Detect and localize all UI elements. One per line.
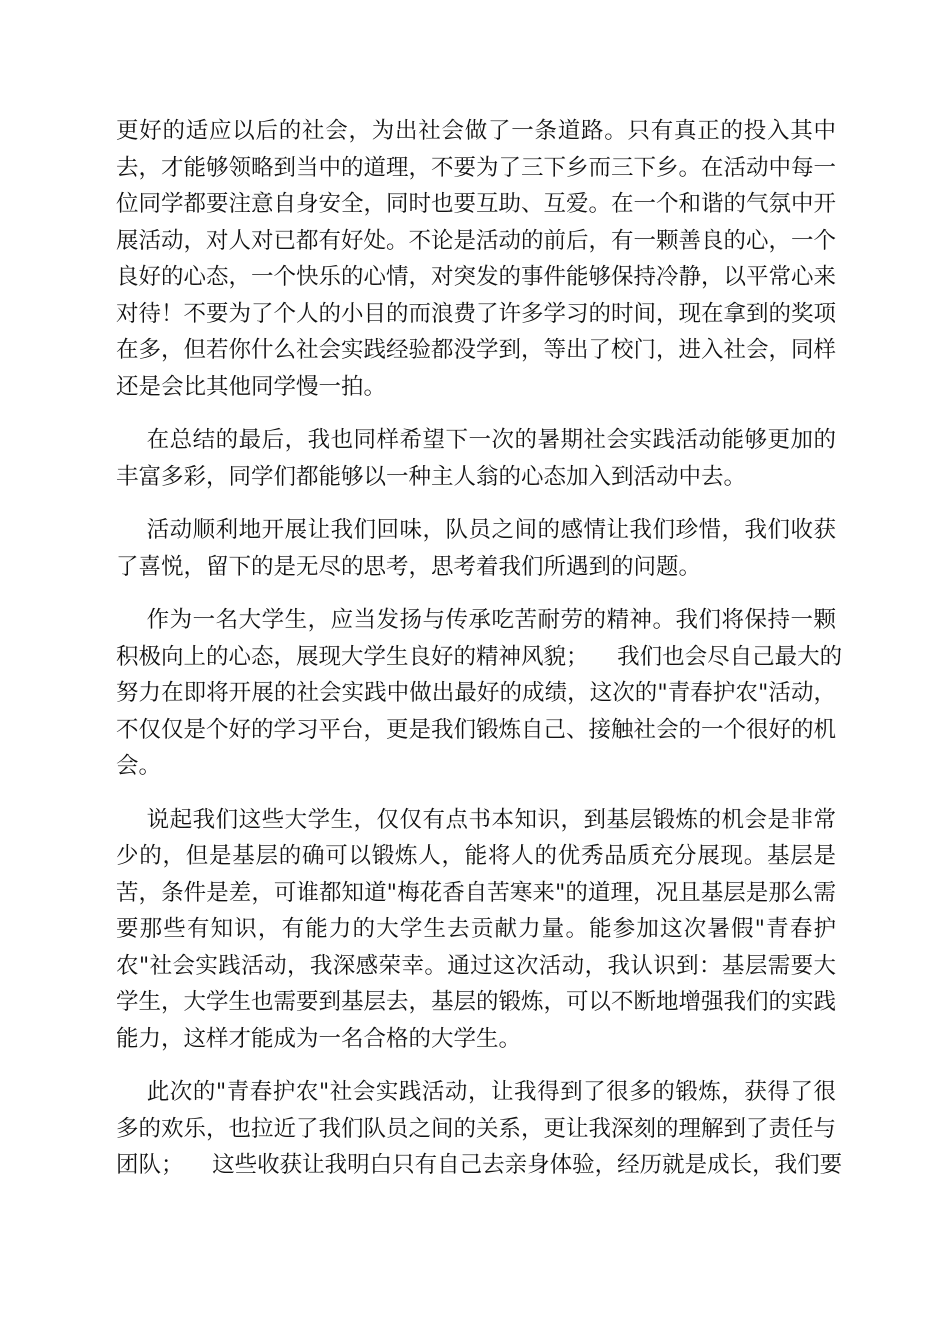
text-line: 不仅仅是个好的学习平台，更是我们锻炼自己、接触社会的一个很好的机	[116, 716, 837, 743]
text-line: 多的欢乐，也拉近了我们队员之间的关系，更让我深刻的理解到了责任与	[116, 1115, 837, 1142]
paragraph-6	[116, 1074, 843, 1184]
text-line: 还是会比其他同学慢一拍。	[116, 373, 387, 400]
text-line: 良好的心态，一个快乐的心情，对突发的事件能够保持冷静，以平常心来	[116, 264, 837, 290]
text-line: 对待！不要为了个人的小目的而浪费了许多学习的时间，现在拿到的奖项	[116, 300, 837, 327]
text-line: 要那些有知识，有能力的大学生去贡献力量。能参加这次暑假"青春护	[116, 916, 836, 942]
text-line: 丰富多彩，同学们都能够以一种主人翁的心态加入到活动中去。	[116, 463, 747, 490]
text-line: 位同学都要注意自身安全，同时也要互助、互爱。在一个和谐的气氛中开	[116, 191, 837, 217]
paragraph-5	[116, 802, 836, 1058]
text-line: 更好的适应以后的社会，为出社会做了一条道路。只有真正的投入其中	[116, 118, 836, 144]
paragraph-1	[116, 113, 836, 405]
text-line: 在多，但若你什么社会实践经验都没学到，等出了校门，进入社会，同样	[116, 337, 837, 363]
text-line: 苦，条件是差，可谁都知道"梅花香自苦寒来"的道理，况且基层是那么需	[116, 879, 836, 906]
text-line: 展活动，对人对已都有好处。不论是活动的前后，有一颗善良的心，一个	[116, 227, 837, 254]
paragraph-2	[116, 422, 836, 495]
paragraph-4	[116, 602, 843, 785]
text-line: 会。	[116, 753, 162, 779]
text-line: 在总结的最后，我也同样希望下一次的暑期社会实践活动能够更加的	[116, 427, 836, 453]
text-line: 少的，但是基层的确可以锻炼人，能将人的优秀品质充分展现。基层是	[116, 843, 836, 869]
text-line: 学生，大学生也需要到基层去，基层的锻炼，可以不断地增强我们的实践	[116, 989, 837, 1015]
document-body	[116, 113, 843, 1184]
text-line: 说起我们这些大学生，仅仅有点书本知识，到基层锻炼的机会是非常	[116, 806, 836, 833]
paragraph-3	[116, 512, 836, 585]
text-line: 作为一名大学生，应当发扬与传承吃苦耐劳的精神。我们将保持一颗	[116, 607, 836, 633]
text-line: 农"社会实践活动，我深感荣幸。通过这次活动，我认识到：基层需要大	[116, 952, 836, 979]
text-line: 了喜悦，留下的是无尽的思考，思考着我们所遇到的问题。	[116, 553, 702, 580]
text-line: 能力，这样才能成为一名合格的大学生。	[116, 1025, 522, 1052]
text-line: 去，才能够领略到当中的道理，不要为了三下乡而三下乡。在活动中每一	[116, 154, 837, 181]
text-line: 团队； 这些收获让我明白只有自己去亲身体验，经历就是成长，我们要	[116, 1152, 843, 1178]
text-line: 此次的"青春护农"社会实践活动，让我得到了很多的锻炼，获得了很	[116, 1079, 836, 1105]
text-line: 努力在即将开展的社会实践中做出最好的成绩，这次的"青春护农"活动，	[116, 680, 836, 706]
text-line: 积极向上的心态，展现大学生良好的精神风貌； 我们也会尽自己最大的	[116, 643, 843, 670]
text-line: 活动顺利地开展让我们回味，队员之间的感情让我们珍惜，我们收获	[116, 517, 836, 543]
